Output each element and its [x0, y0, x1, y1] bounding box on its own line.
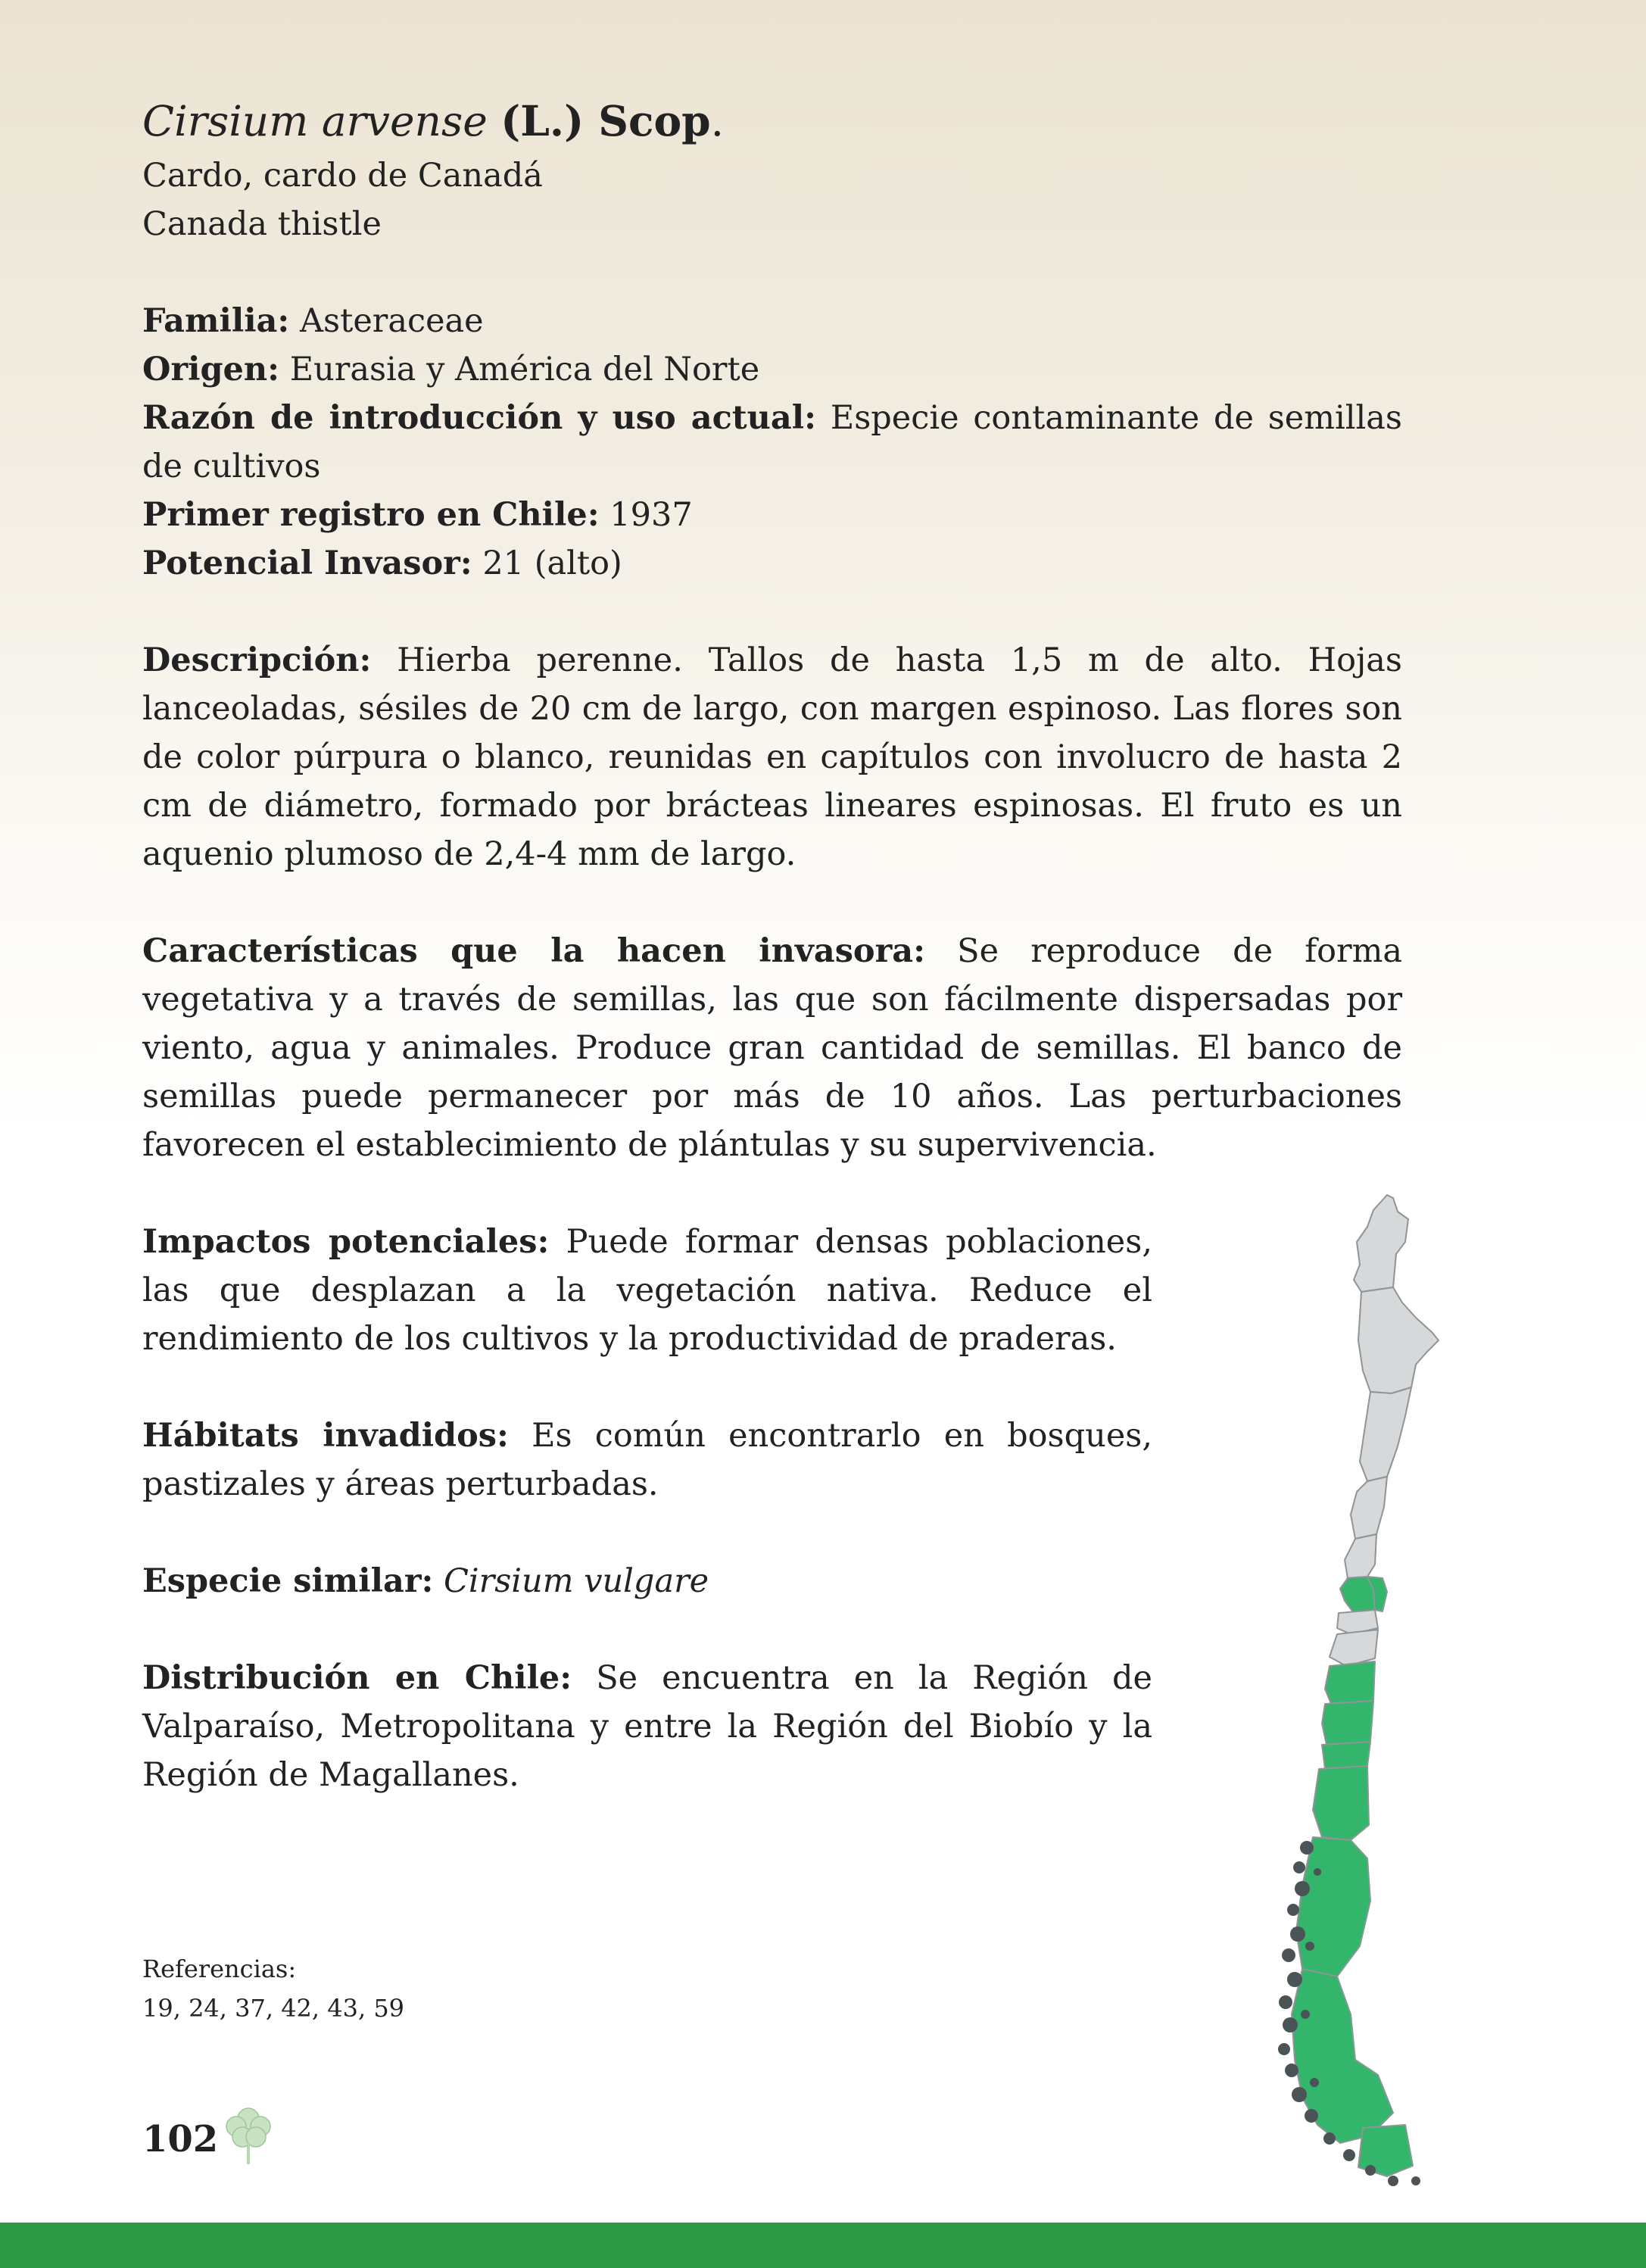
section-text: Se reproduce de forma vegetativa y a través de semillas, las que son fácilmente dispersadas por viento, agua y animales. Produce gran cantidad de semillas. El banco de semillas puede permanecer por más de 10 años. Las perturbaciones favorecen el establecimiento de plántulas y su supervivencia. — [142, 932, 1402, 1164]
section-text: Puede formar densas poblaciones, las que desplazan a la vegetación nativa. Reduce el rendimiento de los cultivos y la productividad de praderas. — [142, 1223, 1152, 1358]
fact-label: Familia: — [142, 302, 290, 340]
species-authority: (L.) Scop — [500, 96, 711, 145]
references — [142, 1949, 404, 2028]
title-period: . — [710, 97, 725, 145]
species-title — [142, 91, 1402, 151]
scientific-name: Cirsium arvense — [142, 97, 488, 145]
section-habitats — [142, 1412, 1152, 1508]
section-label: Distribución en Chile: — [142, 1659, 572, 1697]
fact-familia — [142, 297, 1402, 345]
section-text: Es común encontrarlo en bosques, pastizales y áreas perturbadas. — [142, 1417, 1152, 1503]
fact-value: 21 (alto) — [482, 544, 622, 582]
page-footer — [142, 2113, 276, 2166]
section-distribucion — [142, 1654, 1152, 1799]
fact-label: Origen: — [142, 351, 280, 388]
map-region-aysen — [1296, 1837, 1370, 1976]
map-region-araucania — [1322, 1701, 1373, 1745]
fact-label: Razón de introducción y uso actual: — [142, 399, 817, 437]
fact-primer-registro — [142, 491, 1402, 539]
section-descripcion — [142, 636, 1402, 878]
section-impactos — [142, 1218, 1152, 1363]
map-region-biobio — [1325, 1661, 1375, 1704]
map-region-north-2 — [1358, 1287, 1439, 1393]
section-label: Características que la hacen invasora: — [142, 932, 926, 970]
fact-value: Eurasia y América del Norte — [289, 351, 760, 388]
section-label: Descripción: — [142, 641, 372, 679]
section-text: Se encuentra en la Región de Valparaíso, Metropolitana y entre la Región del Biobío y la Región de Magallanes. — [142, 1659, 1152, 1794]
fact-value: Asteraceae — [299, 302, 484, 340]
fact-potencial-invasor — [142, 539, 1402, 588]
section-label: Impactos potenciales: — [142, 1223, 550, 1261]
map-region-north-5 — [1345, 1534, 1376, 1578]
section-label: Especie similar: — [142, 1562, 434, 1600]
map-region-north-1 — [1354, 1195, 1408, 1292]
fact-razon — [142, 394, 1402, 491]
fact-label: Potencial Invasor: — [142, 544, 472, 582]
section-caracteristicas — [142, 927, 1402, 1169]
section-text: Hierba perenne. Tallos de hasta 1,5 m de alto. Hojas lanceoladas, sésiles de 20 cm de largo, con margen espinoso. Las flores son de color púrpura o blanco, reunidas en capítulos con involucro de hasta 2 cm de diámetro, formado por brácteas lineares espinosas. El fruto es un aquenio plumoso de 2,4-4 mm de largo. — [142, 641, 1402, 873]
footer-bar — [0, 2223, 1646, 2268]
fact-label: Primer registro en Chile: — [142, 496, 600, 534]
fact-value: Especie contaminante de semillas de cultivos — [142, 399, 1402, 485]
common-name-en: Canada thistle — [142, 205, 382, 243]
section-label: Hábitats invadidos: — [142, 1417, 509, 1455]
map-region-maule — [1330, 1630, 1378, 1666]
map-region-los-lagos — [1313, 1766, 1369, 1840]
section-text: Cirsium vulgare — [444, 1562, 709, 1600]
references-label: Referencias: — [142, 1954, 297, 1983]
references-list: 19, 24, 37, 42, 43, 59 — [142, 1994, 405, 2023]
tree-icon — [221, 2105, 276, 2166]
map-region-north-3 — [1360, 1387, 1411, 1481]
map-region-north-4 — [1351, 1477, 1387, 1539]
fact-value: 1937 — [609, 496, 693, 534]
chile-distribution-map — [1189, 1189, 1492, 2196]
map-region-los-rios — [1322, 1742, 1370, 1769]
section-especie-similar — [142, 1557, 1152, 1605]
fact-origen — [142, 345, 1402, 394]
page-number: 102 — [142, 2118, 219, 2160]
common-name-es: Cardo, cardo de Canadá — [142, 157, 543, 195]
